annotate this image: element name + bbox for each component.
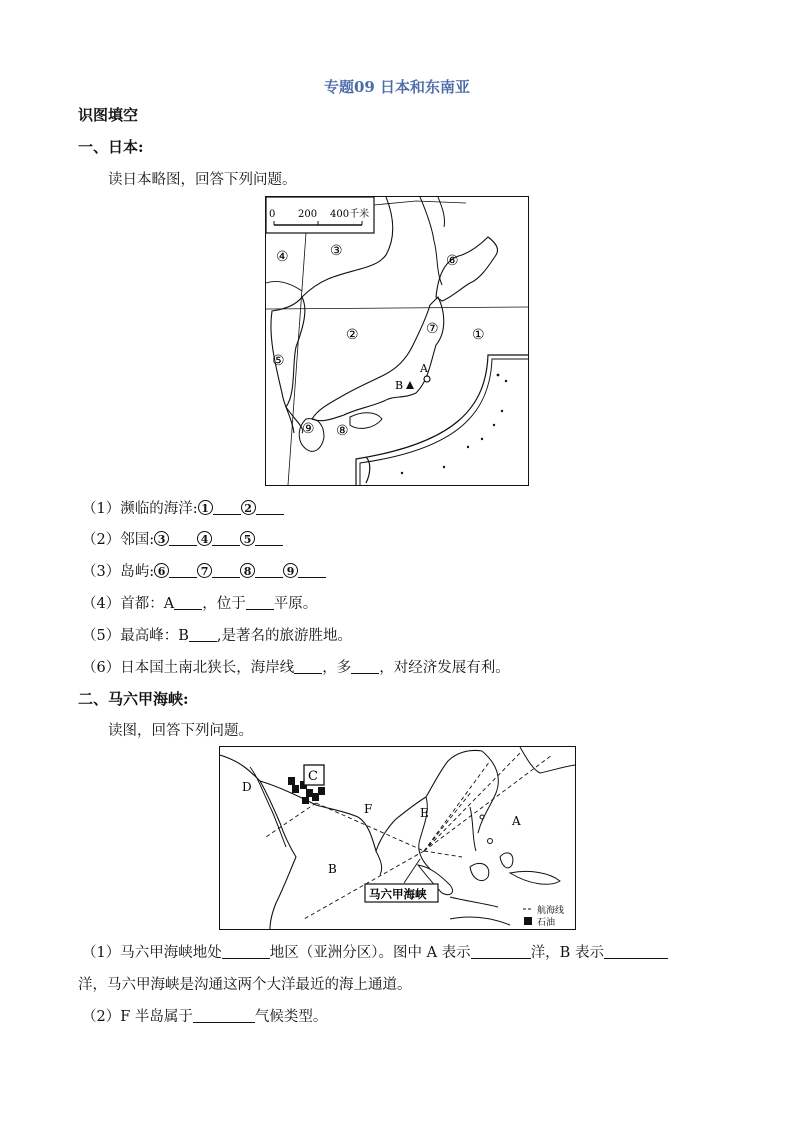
scale-0: 0 bbox=[269, 209, 276, 220]
japan-q3: （3）岛屿: 6 7 8 9 bbox=[82, 560, 326, 581]
label-a: A bbox=[420, 362, 428, 375]
label-6: ⑥ bbox=[446, 253, 459, 269]
label-e: E bbox=[420, 806, 429, 820]
label-5: ⑤ bbox=[272, 353, 285, 369]
malacca-q1-line2: 洋，马六甲海峡是沟通这两个大洋最近的海上通道。 bbox=[78, 977, 412, 993]
label-1: ① bbox=[472, 327, 485, 343]
label-a-ocean: A bbox=[512, 814, 521, 828]
scale-200: 200 bbox=[298, 209, 318, 220]
malacca-q2: （2）F 半岛属于 气候类型。 bbox=[82, 1009, 328, 1025]
legend-oil: 石油 bbox=[537, 918, 556, 928]
japan-intro: 读日本略图，回答下列问题。 bbox=[108, 172, 297, 188]
label-b: B bbox=[395, 379, 404, 392]
japan-map bbox=[265, 196, 529, 486]
section-heading: 识图填空 bbox=[78, 106, 139, 124]
label-4: ④ bbox=[276, 249, 289, 265]
label-9: ⑨ bbox=[302, 421, 315, 437]
scale-400: 400千米 bbox=[330, 209, 370, 220]
label-3: ③ bbox=[330, 243, 343, 259]
label-b-ocean: B bbox=[328, 862, 337, 876]
malacca-intro: 读图，回答下列问题。 bbox=[108, 723, 253, 739]
legend-route: 航海线 bbox=[537, 906, 565, 916]
japan-q5: （5）最高峰：B ,是著名的旅游胜地。 bbox=[82, 628, 352, 644]
malacca-heading: 二、马六甲海峡: bbox=[78, 690, 189, 708]
japan-heading: 一、日本: bbox=[78, 138, 144, 156]
japan-q4: （4）首都：A ，位于 平原。 bbox=[82, 596, 318, 612]
page-title: 专题09 日本和东南亚 bbox=[323, 78, 471, 96]
label-8: ⑧ bbox=[336, 423, 349, 439]
japan-q6: （6）日本国土南北狭长，海岸线 ，多 ，对经济发展有利。 bbox=[82, 660, 510, 676]
label-2: ② bbox=[346, 327, 359, 343]
label-c: C bbox=[308, 769, 318, 784]
strait-label: 马六甲海峡 bbox=[369, 887, 427, 901]
label-f: F bbox=[364, 802, 373, 816]
japan-q1: （1）濒临的海洋: 1 2 bbox=[82, 497, 284, 518]
label-7: ⑦ bbox=[426, 321, 439, 337]
label-d: D bbox=[242, 780, 252, 794]
malacca-q1-line1: （1）马六甲海峡地处 地区（亚洲分区）。图中 A 表示 洋，B 表示 bbox=[82, 941, 668, 962]
japan-q2: （2）邻国: 3 4 5 bbox=[82, 528, 283, 549]
malacca-map bbox=[219, 746, 576, 930]
